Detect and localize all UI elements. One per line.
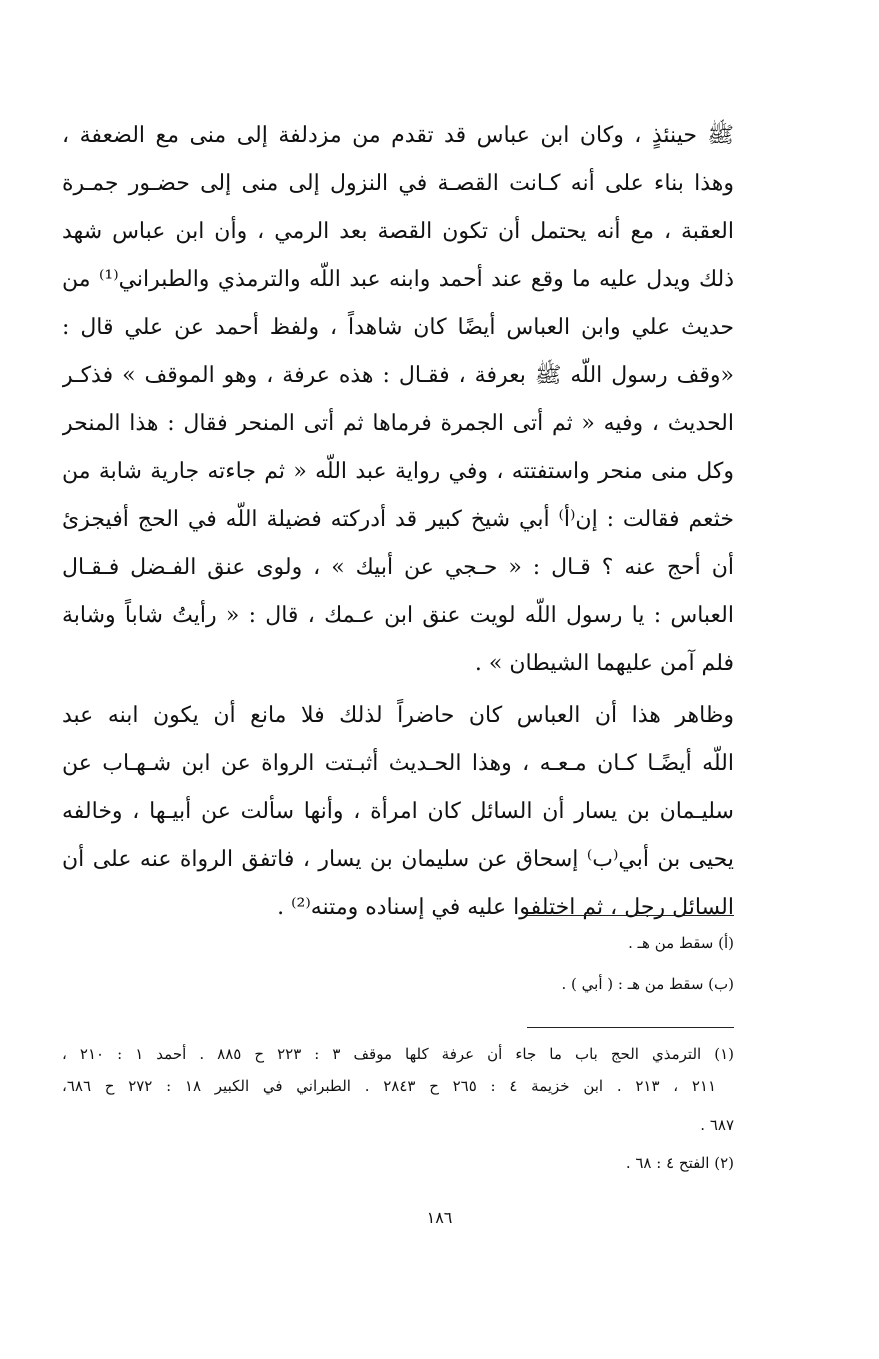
text-line: وكل منى منحر واستفتته ، وفي رواية عبد اللّه « ثم جاءته جارية شابة من [62, 459, 734, 484]
text-line: فلم آمن عليهما الشيطان » . [474, 651, 734, 676]
paragraph-1 [62, 112, 734, 688]
text-line: الحديث ، وفيه « ثم أتى الجمرة فرماها ثم أتى المنحر فقال : هذا المنحر [62, 411, 734, 436]
text-line: العباس : يا رسول اللّه لويت عنق ابن عـمك ، قال : « رأيتُ شاباً وشابة [62, 603, 734, 628]
text-line: وهذا بناء على أنه كـانت القصـة في النزول إلى منى إلى حضـور جمـرة [62, 171, 734, 196]
text-line: وظاهر هذا أن العباس كان حاضراً لذلك فلا مانع أن يكون ابنه عبد [62, 703, 734, 728]
text-line: العقبة ، مع أنه يحتمل أن تكون القصة بعد الرمي ، وأن ابن عباس شهد [62, 219, 734, 244]
footnote-line: ٦٨٧ . [700, 1116, 734, 1134]
main-text [62, 112, 734, 932]
footnote-line: ٢١١ ، ٢١٣ . ابن خزيمة ٤ : ٢٦٥ ح ٢٨٤٣ . الطبراني في الكبير ١٨ : ٢٧٢ ح ٦٨٦، [62, 1077, 716, 1095]
text-line: السائل رجل ، ثم اختلفوا عليه في إسناده ومتنه⁽²⁾ . [277, 895, 734, 920]
footnote-line: (٢) الفتح ٤ : ٦٨ . [625, 1154, 734, 1172]
text-line: ذلك ويدل عليه ما وقع عند أحمد وابنه عبد اللّه والترمذي والطبراني⁽¹⁾ من [62, 267, 734, 292]
text-line: أن أحج عنه ؟ قـال : « حـجي عن أبيك » ، ولوى عنق الفـضل فـقـال [62, 555, 734, 580]
text-line: حديث علي وابن العباس أيضًا كان شاهداً ، ولفظ أحمد عن علي قال : [62, 315, 734, 340]
paragraph-2 [62, 692, 734, 932]
variant-note: (ب) سقط من هـ : ( أبي ) . [561, 975, 734, 993]
text-line: سليـمان بن يسار أن السائل كان امرأة ، وأنها سألت عن أبيـها ، وخالفه [62, 799, 734, 824]
text-line: خثعم فقالت : إن⁽أ⁾ أبي شيخ كبير قد أدركته فضيلة اللّه في الحج أفيجزئ [62, 507, 734, 532]
text-line: «وقف رسول اللّه ﷺ بعرفة ، فقـال : هذه عرفة ، وهو الموقف » فذكـر [62, 363, 734, 388]
page-number: ١٨٦ [426, 1208, 453, 1227]
text-line: اللّه أيضًـا كـان مـعـه ، وهذا الحـديث أثبـتت الرواة عن ابن شـهـاب عن [62, 751, 734, 776]
text-line: يحيى بن أبي⁽ب⁾ إسحاق عن سليمان بن يسار ، فاتفق الرواة عنه على أن [62, 847, 734, 872]
variant-note: (أ) سقط من هـ . [628, 934, 734, 952]
text-line: ﷺ حينئذٍ ، وكان ابن عباس قد تقدم من مزدلفة إلى منى مع الضعفة ، [62, 123, 734, 148]
variant-notes-divider [527, 915, 734, 916]
footnote-line: (١) الترمذي الحج باب ما جاء أن عرفة كلها موقف ٣ : ٢٢٣ ح ٨٨٥ . أحمد ١ : ٢١٠ ، [62, 1045, 734, 1063]
footnotes-divider [527, 1027, 734, 1028]
